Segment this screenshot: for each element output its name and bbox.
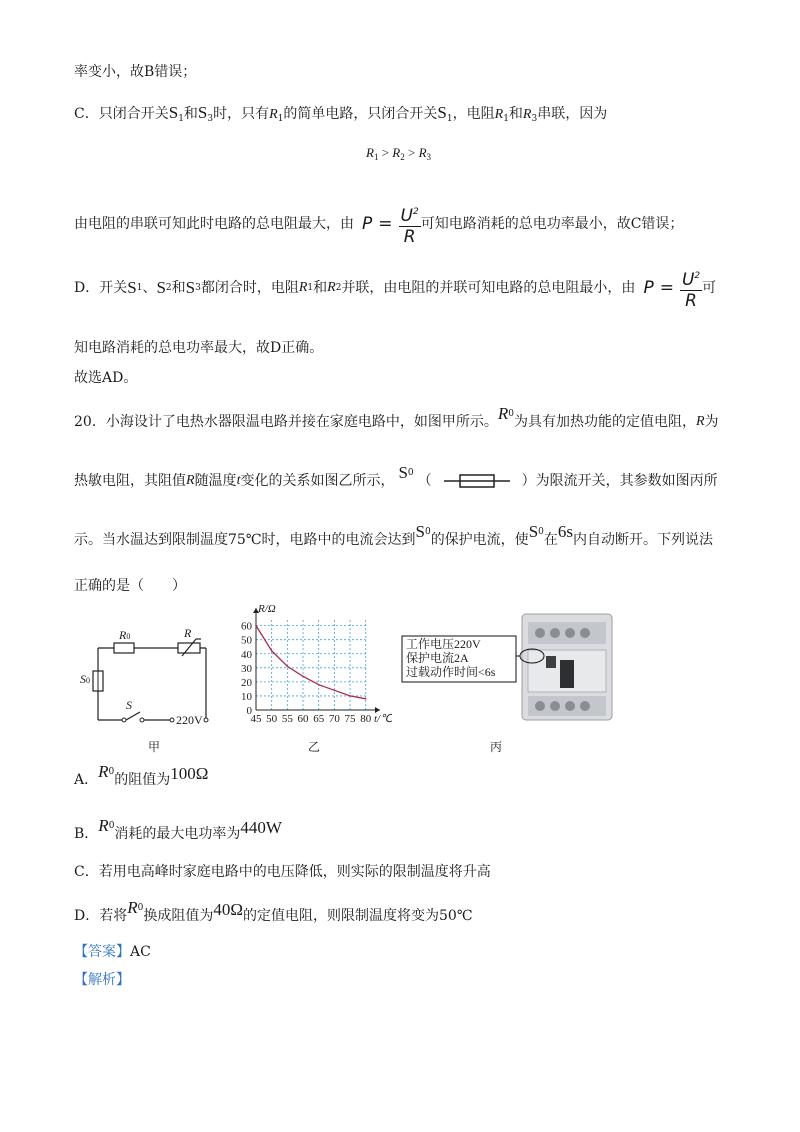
subscript: 1 (503, 114, 509, 124)
subscript: 1 (136, 283, 143, 293)
text: 并联，由电阻的并联可知电路的总电阻最小，由 (341, 280, 636, 296)
switch-s0: S (415, 522, 425, 541)
x-tick-label: 70 (328, 713, 340, 725)
text: 都闭合时，电阻 (200, 280, 299, 296)
operator: > (404, 145, 419, 160)
subscript: 1 (307, 283, 314, 293)
power-var: P (362, 214, 373, 234)
subscript: 3 (426, 152, 432, 162)
question-20-line1 (74, 402, 719, 432)
resistor-r1: R (269, 107, 278, 122)
question-20-line2 (74, 461, 718, 491)
x-tick-label: 55 (281, 713, 293, 725)
text: 随温度 (194, 473, 237, 489)
question-20-line4 (74, 576, 186, 596)
power-var: P (643, 278, 654, 298)
resistor-r3: R (522, 107, 532, 122)
text: 的阻值为 (114, 772, 171, 788)
text: C．若用电高峰时家庭电路中的电压降低，则实际的限制温度将升高 (74, 864, 491, 880)
text: ，电阻 (452, 106, 495, 122)
y-tick-label: 10 (241, 690, 252, 703)
data-point (271, 650, 273, 652)
formula-line (74, 200, 683, 248)
resistor-r0: R (127, 898, 138, 917)
option-b (74, 814, 282, 844)
subscript: 2 (335, 283, 342, 293)
text: 为具有加热功能的定值电阻， (513, 414, 696, 430)
subscript: 0 (508, 409, 514, 419)
current-limit-switch-photo (400, 612, 615, 722)
x-tick-label: 75 (344, 713, 356, 725)
var: R (403, 226, 416, 247)
thermistor-r: R (695, 414, 705, 429)
text: 变化的关系如图乙所示， (240, 473, 395, 489)
resistor-r0: R (98, 762, 109, 781)
text: 故选AD。 (74, 370, 138, 386)
value: 100Ω (170, 764, 209, 783)
text: C．只闭合开关 (74, 106, 169, 122)
x-tick-label: 50 (266, 713, 278, 725)
text: 20．小海设计了电热水器限温电路并接在家庭电路中，如图甲所示。 (74, 414, 498, 430)
var: R (119, 628, 127, 642)
analysis-line (74, 970, 130, 990)
data-point (365, 698, 367, 700)
option-a (74, 760, 208, 790)
text: 可 (702, 280, 717, 296)
data-point (255, 625, 257, 627)
data-point (318, 684, 320, 686)
option-c-analysis (74, 103, 607, 129)
text: 由电阻的串联可知此时电路的总电阻最大，由 (74, 216, 354, 232)
data-point (349, 695, 351, 697)
var: U (681, 269, 695, 290)
fraction (680, 266, 702, 311)
s0-label (80, 672, 90, 687)
subscript: 0 (538, 527, 544, 537)
text: 内自动断开。下列说法 (573, 532, 714, 548)
subscript: 0 (407, 468, 414, 478)
resistor-r1: R (298, 280, 308, 295)
s-label: S (126, 698, 132, 712)
subscript: 0 (86, 676, 90, 685)
option-d (74, 896, 472, 926)
text: 知电路消耗的总电功率最大，故D正确。 (74, 340, 324, 356)
answer-tag: 【答案】 (74, 944, 130, 960)
analysis-tag: 【解析】 (74, 972, 130, 988)
text: 换成阻值为 (143, 908, 214, 924)
text: D．开关 (74, 280, 128, 296)
text-line (74, 338, 323, 358)
text-line (74, 62, 196, 82)
text: ）为限流开关，其参数如图丙所 (521, 473, 718, 489)
conclusion (74, 368, 137, 388)
y-axis-label: R/Ω (258, 603, 276, 615)
resistor-r1: R (494, 107, 504, 122)
x-tick-label: 45 (250, 713, 262, 725)
subscript: 1 (277, 114, 284, 124)
x-tick-label: 65 (313, 713, 325, 725)
var: R (392, 145, 401, 160)
x-tick-label: 60 (297, 713, 309, 725)
y-tick-label: 30 (241, 662, 252, 675)
subscript: 0 (108, 821, 115, 831)
subscript: 3 (195, 283, 201, 293)
voltage-label: 220V (176, 713, 203, 727)
text: 消耗的最大电功率为 (114, 826, 241, 842)
text: 的简单电路，只闭合开关 (283, 106, 438, 122)
text: 可知电路消耗的总电功率最小，故C错误； (420, 216, 684, 232)
switch-s1: S (168, 103, 179, 122)
text: （ (417, 473, 432, 489)
resistance-curve (256, 626, 366, 699)
subscript: 1 (373, 152, 379, 162)
time-value: 6s (557, 522, 574, 541)
x-axis-label: t/℃ (374, 713, 392, 725)
switch-s3: S (185, 278, 196, 297)
subscript: 0 (424, 527, 431, 537)
var: S (80, 672, 86, 686)
spec-current: 保护电流2A (406, 651, 469, 665)
text: 串联，因为 (537, 106, 608, 122)
y-tick-label: 50 (241, 634, 252, 647)
spec-label (406, 637, 495, 679)
switch-s3: S (197, 103, 208, 122)
caption-yi: 乙 (308, 740, 321, 754)
text: 热敏电阻，其阻值 (74, 473, 186, 489)
var: U (400, 205, 413, 226)
equals: = (659, 278, 674, 298)
data-point (302, 675, 304, 677)
option-label: D．若将 (74, 908, 128, 924)
data-point (334, 690, 336, 692)
switch-s2: S (156, 278, 166, 297)
question-20-line3 (74, 520, 713, 550)
option-c (74, 862, 491, 882)
subscript: 2 (165, 283, 172, 293)
text: 和 (313, 280, 328, 296)
option-label: A． (74, 772, 99, 788)
exponent: 2 (412, 206, 419, 217)
var: R (685, 290, 697, 311)
subscript: 0 (126, 632, 131, 641)
text: 时，只有 (213, 106, 270, 122)
spec-voltage: 工作电压220V (406, 637, 481, 651)
inequality (366, 143, 431, 167)
thermistor-r: R (186, 473, 195, 488)
subscript: 1 (178, 114, 184, 124)
equals: = (378, 214, 393, 234)
operator: > (378, 145, 393, 160)
caption-jia: 甲 (148, 740, 161, 754)
caption-bing: 丙 (490, 740, 503, 754)
value: 40Ω (213, 900, 243, 919)
text: 和 (171, 280, 186, 296)
circuit-diagram (80, 622, 234, 732)
fuse-symbol (444, 471, 510, 491)
text: 和 (183, 106, 198, 122)
subscript: 3 (531, 114, 538, 124)
resistor-r0: R (497, 404, 509, 423)
temperature-var: t (236, 473, 241, 488)
switch-s1: S (127, 278, 137, 297)
subscript: 2 (400, 152, 405, 162)
text: 示。当水温达到限制温度75℃时，电路中的电流会达到 (74, 532, 416, 548)
option-label: B． (74, 826, 99, 842)
y-tick-label: 60 (241, 620, 252, 633)
resistance-temperature-chart (232, 600, 392, 730)
subscript: 0 (108, 767, 115, 777)
value: 440W (240, 818, 282, 837)
text: 的保护电流，使 (430, 532, 529, 548)
option-d-analysis (74, 264, 716, 312)
text: 率变小，故B错误； (74, 64, 197, 80)
text: 、 (142, 280, 157, 296)
text: 和 (508, 106, 523, 122)
r0-label (119, 628, 130, 643)
answer-line (74, 942, 151, 962)
subscript: 1 (446, 114, 453, 124)
var: R (418, 145, 427, 160)
subscript: 3 (207, 114, 214, 124)
resistor-r2: R (327, 280, 336, 295)
spec-time: 过载动作时间<6s (406, 665, 496, 679)
answer-value: AC (130, 944, 151, 960)
switch-s0: S (528, 522, 539, 541)
y-tick-label: 0 (246, 705, 252, 717)
text: 在 (543, 532, 558, 548)
subscript: 0 (137, 903, 144, 913)
y-tick-label: 20 (241, 676, 252, 689)
data-point (287, 666, 289, 668)
text: 为 (704, 414, 719, 430)
exponent: 2 (694, 270, 701, 281)
text: 正确的是（ ） (74, 578, 186, 594)
x-tick-label: 80 (360, 713, 372, 725)
y-tick-label: 40 (241, 648, 252, 661)
r-label: R (184, 626, 192, 640)
text: 的定值电阻，则限制温度将变为50℃ (243, 908, 473, 924)
var: R (366, 145, 374, 160)
resistor-r0: R (98, 816, 109, 835)
switch-s1: S (437, 103, 447, 122)
fraction (399, 202, 421, 247)
switch-s0: S (398, 463, 408, 482)
